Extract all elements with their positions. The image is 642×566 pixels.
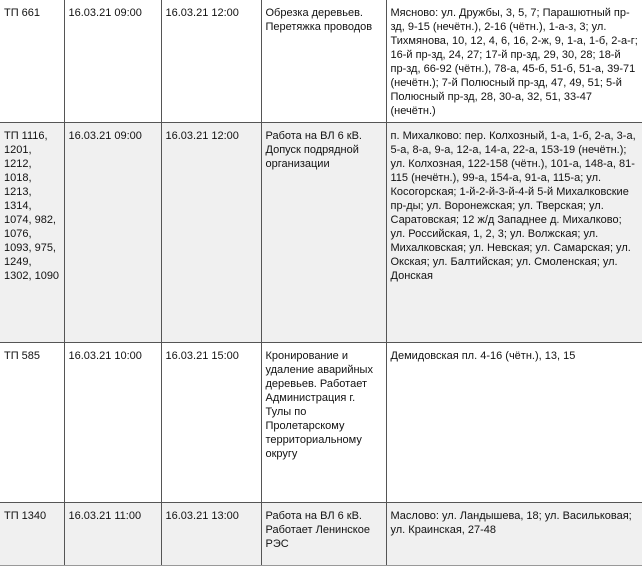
table-row bbox=[0, 343, 642, 503]
addresses-cell: Мясново: ул. Дружбы, 3, 5, 7; Парашютный пр-зд, 9-15 (нечётн.), 2-16 (чётн.), 1-а-з, 3; ул. Тихмянова, 10, 12, 4, 6, 16, 2-ж, 9, 1-а, 1-б, 2-а-г; 16-й пр-зд, 24, 27; 17-й пр-зд, 29, 30, 28; 18-й пр-зд, 66-92 (чётн.), 78-а, 45-б, 51-б, 51-а, 39-71 (нечётн.); 7-й Полюсный пр-зд, 47, 49, 51; 5-й Полюсный пр-зд, 28, 30-а, 32, 51, 33-47 (нечётн.) bbox=[386, 0, 642, 123]
end-time-cell: 16.03.21 12:00 bbox=[161, 0, 261, 123]
substation-cell: ТП 585 bbox=[0, 343, 64, 503]
addresses-cell: Демидовская пл. 4-16 (чётн.), 13, 15 bbox=[386, 343, 642, 503]
start-time-cell: 16.03.21 09:00 bbox=[64, 123, 161, 343]
work-description-cell: Кронирование и удаление аварийных деревьев. Работает Администрация г. Тулы по Пролетарскому территориальному округу bbox=[261, 343, 386, 503]
end-time-cell: 16.03.21 12:00 bbox=[161, 123, 261, 343]
addresses-cell: Маслово: ул. Ландышева, 18; ул. Васильковая; ул. Краинская, 27-48 bbox=[386, 503, 642, 566]
end-time-cell: 16.03.21 15:00 bbox=[161, 343, 261, 503]
substation-cell: ТП 1340 bbox=[0, 503, 64, 566]
substation-cell: ТП 661 bbox=[0, 0, 64, 123]
work-description-cell: Работа на ВЛ 6 кВ. Допуск подрядной организации bbox=[261, 123, 386, 343]
addresses-cell: п. Михалково: пер. Колхозный, 1-а, 1-б, 2-а, 3-а, 5-а, 8-а, 9-а, 12-а, 14-а, 22-а, 153-19 (нечётн.); ул. Колхозная, 122-158 (чётн.), 101-а, 148-а, 81-115 (нечётн.), 99-а, 154-а, 91-а, 115-а; ул. Косогорская; 1-й-2-й-3-й-4-й 5-й Михалковские пр-ды; ул. Воронежская; ул. Тверская; ул. Саратовская; 12 ж/д Западнее д. Михалково; ул. Российская, 1, 2, 3; ул. Волжская; ул. Михалковская; ул. Невская; ул. Самарская; ул. Окская; ул. Балтийская; ул. Смоленская; ул. Донская bbox=[386, 123, 642, 343]
work-description-cell: Обрезка деревьев. Перетяжка проводов bbox=[261, 0, 386, 123]
start-time-cell: 16.03.21 10:00 bbox=[64, 343, 161, 503]
substation-cell: ТП 1116, 1201, 1212, 1018, 1213, 1314, 1074, 982, 1076, 1093, 975, 1249, 1302, 1090 bbox=[0, 123, 64, 343]
start-time-cell: 16.03.21 11:00 bbox=[64, 503, 161, 566]
start-time-cell: 16.03.21 09:00 bbox=[64, 0, 161, 123]
table-row bbox=[0, 503, 642, 566]
table-row bbox=[0, 123, 642, 343]
end-time-cell: 16.03.21 13:00 bbox=[161, 503, 261, 566]
table-row bbox=[0, 0, 642, 123]
work-description-cell: Работа на ВЛ 6 кВ. Работает Ленинское РЭС bbox=[261, 503, 386, 566]
